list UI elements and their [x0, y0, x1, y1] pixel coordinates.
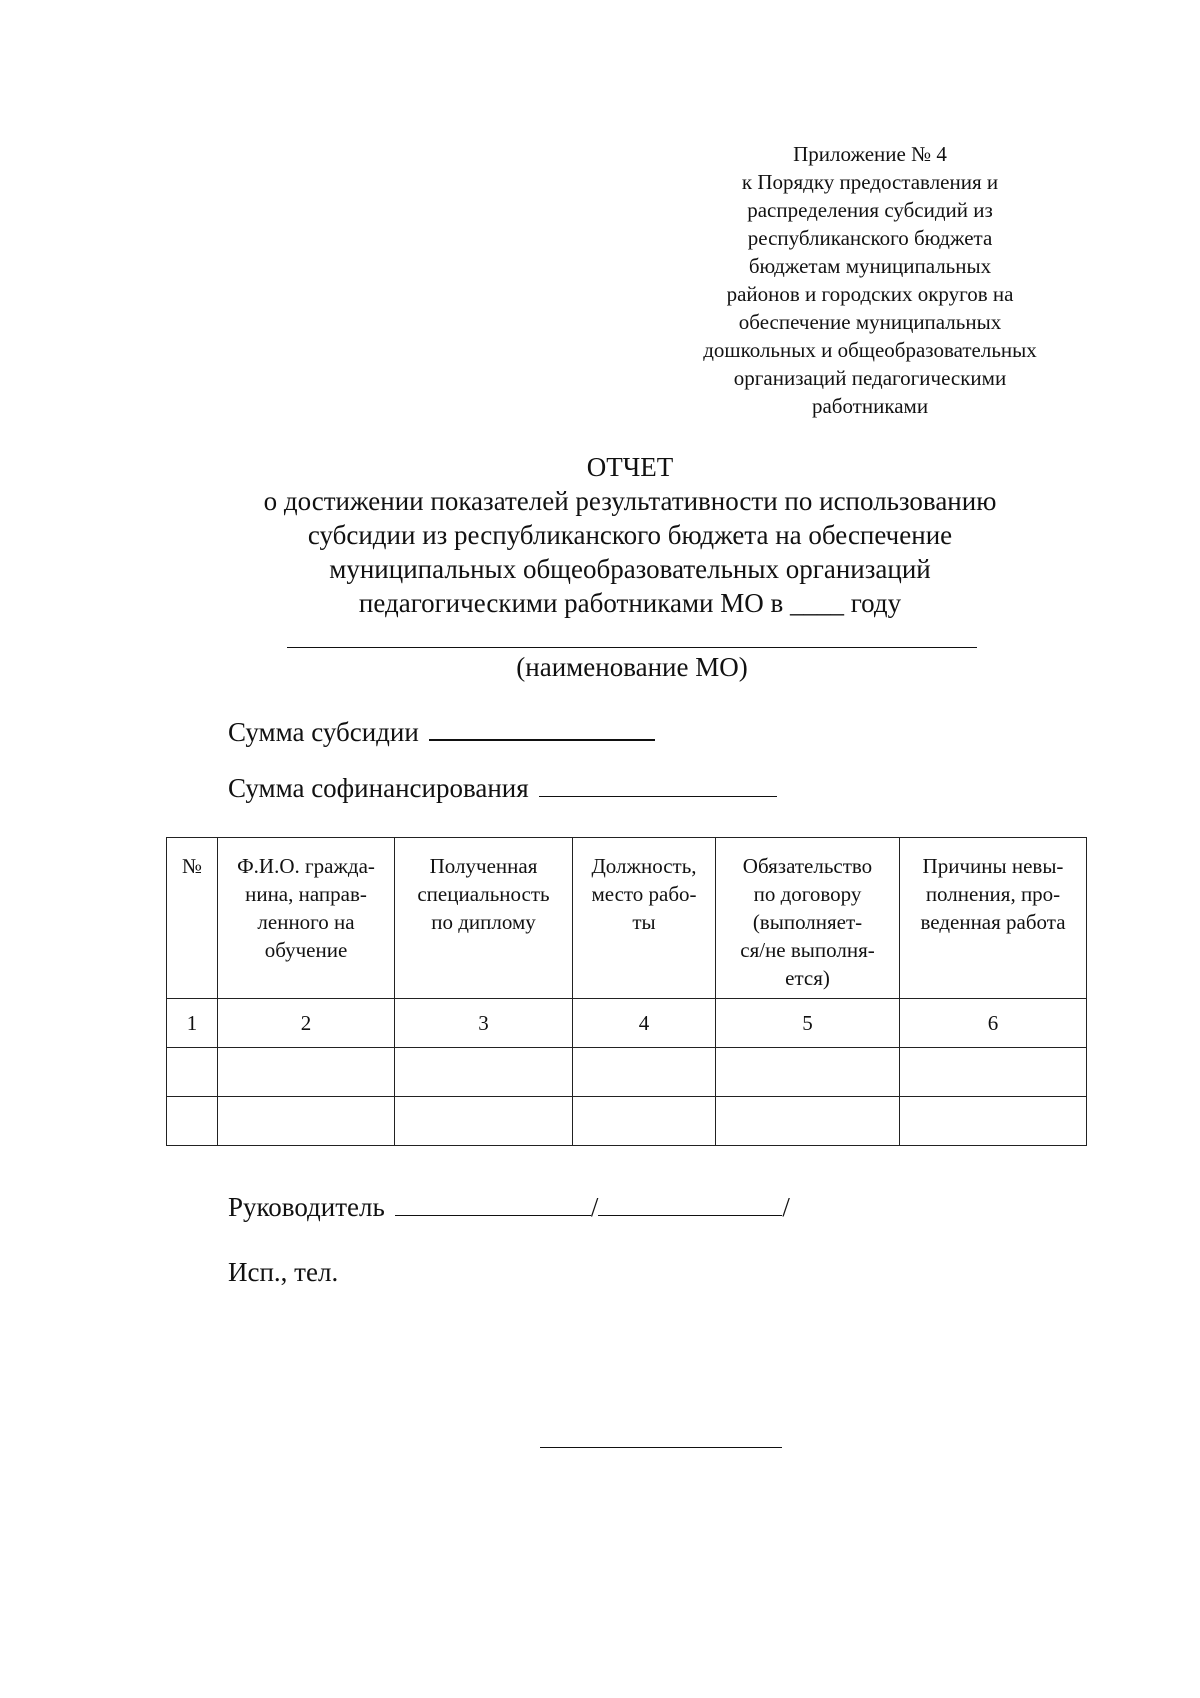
cofinancing-sum-row: [228, 771, 777, 805]
table-cell[interactable]: [900, 1048, 1087, 1097]
table-cell[interactable]: [573, 1048, 716, 1097]
cofinancing-sum-field[interactable]: [539, 774, 777, 797]
subsidy-sum-field[interactable]: [429, 717, 655, 741]
table-header-cell: [167, 838, 218, 999]
appendix-line: дошкольных и общеобразовательных: [703, 338, 1037, 362]
appendix-line: организаций педагогическими: [733, 366, 1007, 390]
appendix-line: работниками: [811, 394, 929, 418]
header-text: Ф.И.О. гражда- нина, направ- ленного на обучение: [237, 854, 375, 962]
table-row: [167, 1097, 1087, 1146]
table-row: [167, 1048, 1087, 1097]
report-title-line: муниципальных общеобразовательных организаций: [329, 554, 931, 584]
subsidy-sum-row: [228, 715, 655, 749]
appendix-block: [660, 140, 1080, 420]
table-header-cell: [395, 838, 573, 999]
table-header-cell: [573, 838, 716, 999]
report-title-line: субсидии из республиканского бюджета на обеспечение: [307, 520, 953, 550]
table-cell[interactable]: [900, 1097, 1087, 1146]
column-number: 3: [395, 999, 573, 1048]
header-text: Причины невы- полнения, про- веденная работа: [920, 854, 1066, 934]
column-number: 1: [167, 999, 218, 1048]
report-title-block: [150, 450, 1110, 620]
report-heading: ОТЧЕТ: [586, 452, 674, 482]
mo-name-field-line[interactable]: [287, 647, 977, 648]
signature-slash: /: [590, 1192, 599, 1222]
mo-name-caption: (наименование МО): [516, 652, 748, 682]
table-number-row: [167, 999, 1087, 1048]
table-cell[interactable]: [716, 1097, 900, 1146]
appendix-line: республиканского бюджета: [747, 226, 993, 250]
table-header-cell: [900, 838, 1087, 999]
table-cell[interactable]: [167, 1097, 218, 1146]
header-text: Должность, место рабо- ты: [591, 854, 697, 934]
signature-name-field[interactable]: [598, 1193, 782, 1216]
table-header-cell: [218, 838, 395, 999]
table-cell[interactable]: [716, 1048, 900, 1097]
table-cell[interactable]: [218, 1097, 395, 1146]
table-cell[interactable]: [395, 1048, 573, 1097]
table-cell[interactable]: [395, 1097, 573, 1146]
subsidy-sum-label: Сумма субсидии: [228, 717, 419, 747]
column-number: 6: [900, 999, 1087, 1048]
column-number: 5: [716, 999, 900, 1048]
appendix-line: бюджетам муниципальных: [748, 254, 992, 278]
table-cell[interactable]: [218, 1048, 395, 1097]
report-title-line: о достижении показателей результативности по использованию: [263, 486, 997, 516]
table-header-cell: [716, 838, 900, 999]
column-number: 4: [573, 999, 716, 1048]
appendix-line: к Порядку предоставления и: [741, 170, 999, 194]
table-header-row: [167, 838, 1087, 999]
table-cell[interactable]: [167, 1048, 218, 1097]
appendix-line: районов и городских округов на: [726, 282, 1014, 306]
signature-slash: /: [782, 1192, 790, 1222]
appendix-line: обеспечение муниципальных: [738, 310, 1002, 334]
cofinancing-sum-label: Сумма софинансирования: [228, 773, 529, 803]
executor-phone-label: Исп., тел.: [228, 1257, 339, 1287]
report-title-line: педагогическими работниками МО в ____ году: [358, 588, 902, 618]
header-text: Полученная специальность по диплому: [417, 854, 550, 934]
appendix-line: распределения субсидий из: [747, 198, 993, 222]
signature-field[interactable]: [395, 1193, 591, 1216]
footer-separator-line: [540, 1447, 782, 1448]
header-text: №: [181, 854, 203, 878]
table-cell[interactable]: [573, 1097, 716, 1146]
column-number: 2: [218, 999, 395, 1048]
signature-label: Руководитель: [228, 1192, 385, 1222]
signature-row: [228, 1190, 790, 1224]
report-table: [166, 837, 1087, 1146]
appendix-line: Приложение № 4: [793, 142, 947, 166]
header-text: Обязательство по договору (выполняет- ся/не выполня- ется): [740, 854, 875, 990]
